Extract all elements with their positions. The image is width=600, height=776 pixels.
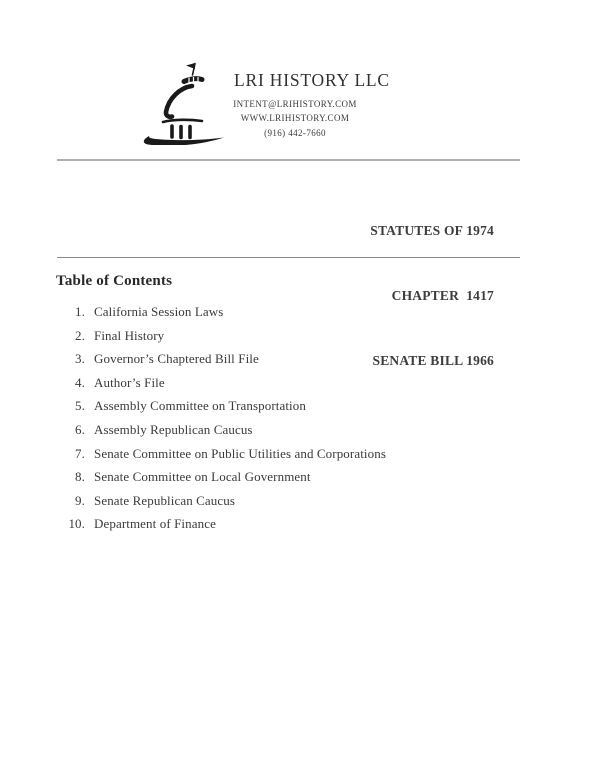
contact-website: WWW.LRIHISTORY.COM [240, 113, 350, 124]
toc-item-label: Senate Republican Caucus [94, 492, 236, 508]
senate-bill-line: SENATE BILL 1966 [372, 352, 494, 368]
toc-list [56, 300, 526, 536]
statutes-line: STATUTES OF 1974 [370, 223, 494, 239]
toc-item [56, 442, 526, 466]
toc-item-label: Governor’s Chaptered Bill File [94, 351, 259, 367]
contact-email: INTENT@LRIHISTORY.COM [233, 99, 357, 109]
toc-item-label: California Session Laws [94, 304, 224, 319]
toc-item-number: 5. [75, 398, 85, 414]
toc-item [56, 324, 526, 348]
toc-item [56, 512, 526, 536]
contact-block [228, 97, 362, 140]
toc-item-number: 4. [75, 374, 85, 390]
toc-item-label: Final History [94, 327, 165, 343]
toc-item [56, 465, 526, 489]
toc-item [56, 418, 526, 442]
toc-item-label: Department of Finance [94, 516, 216, 532]
capitol-dome-logo-icon [139, 60, 229, 145]
toc-item [56, 371, 526, 395]
toc-item-label: Senate Committee on Public Utilities and Corporations [94, 445, 386, 461]
toc-item [56, 300, 526, 324]
toc-item-number: 1. [75, 304, 85, 319]
company-name: LRI HISTORY LLC [234, 70, 390, 90]
divider-bottom [57, 257, 520, 258]
toc-item-number: 6. [75, 421, 85, 437]
toc-item-number: 8. [75, 469, 85, 485]
toc-item-label: Senate Committee on Local Government [94, 469, 311, 485]
toc-item-label: Assembly Committee on Transportation [94, 398, 306, 414]
toc-item-label: Author’s File [94, 374, 165, 390]
divider-top [57, 159, 520, 161]
chapter-line: CHAPTER 1417 [391, 287, 494, 303]
toc-item-number: 7. [75, 445, 85, 461]
toc-item [56, 489, 526, 513]
toc-item-label: Assembly Republican Caucus [94, 421, 253, 437]
toc-item-number: 2. [75, 327, 85, 343]
toc-item [56, 394, 526, 418]
toc-item-number: 9. [75, 492, 85, 508]
contact-phone: (916) 442-7660 [264, 127, 326, 138]
toc-item-number: 10. [68, 516, 85, 532]
toc-item-number: 3. [75, 351, 85, 367]
toc-heading: Table of Contents [56, 273, 173, 289]
toc-item [56, 347, 526, 371]
